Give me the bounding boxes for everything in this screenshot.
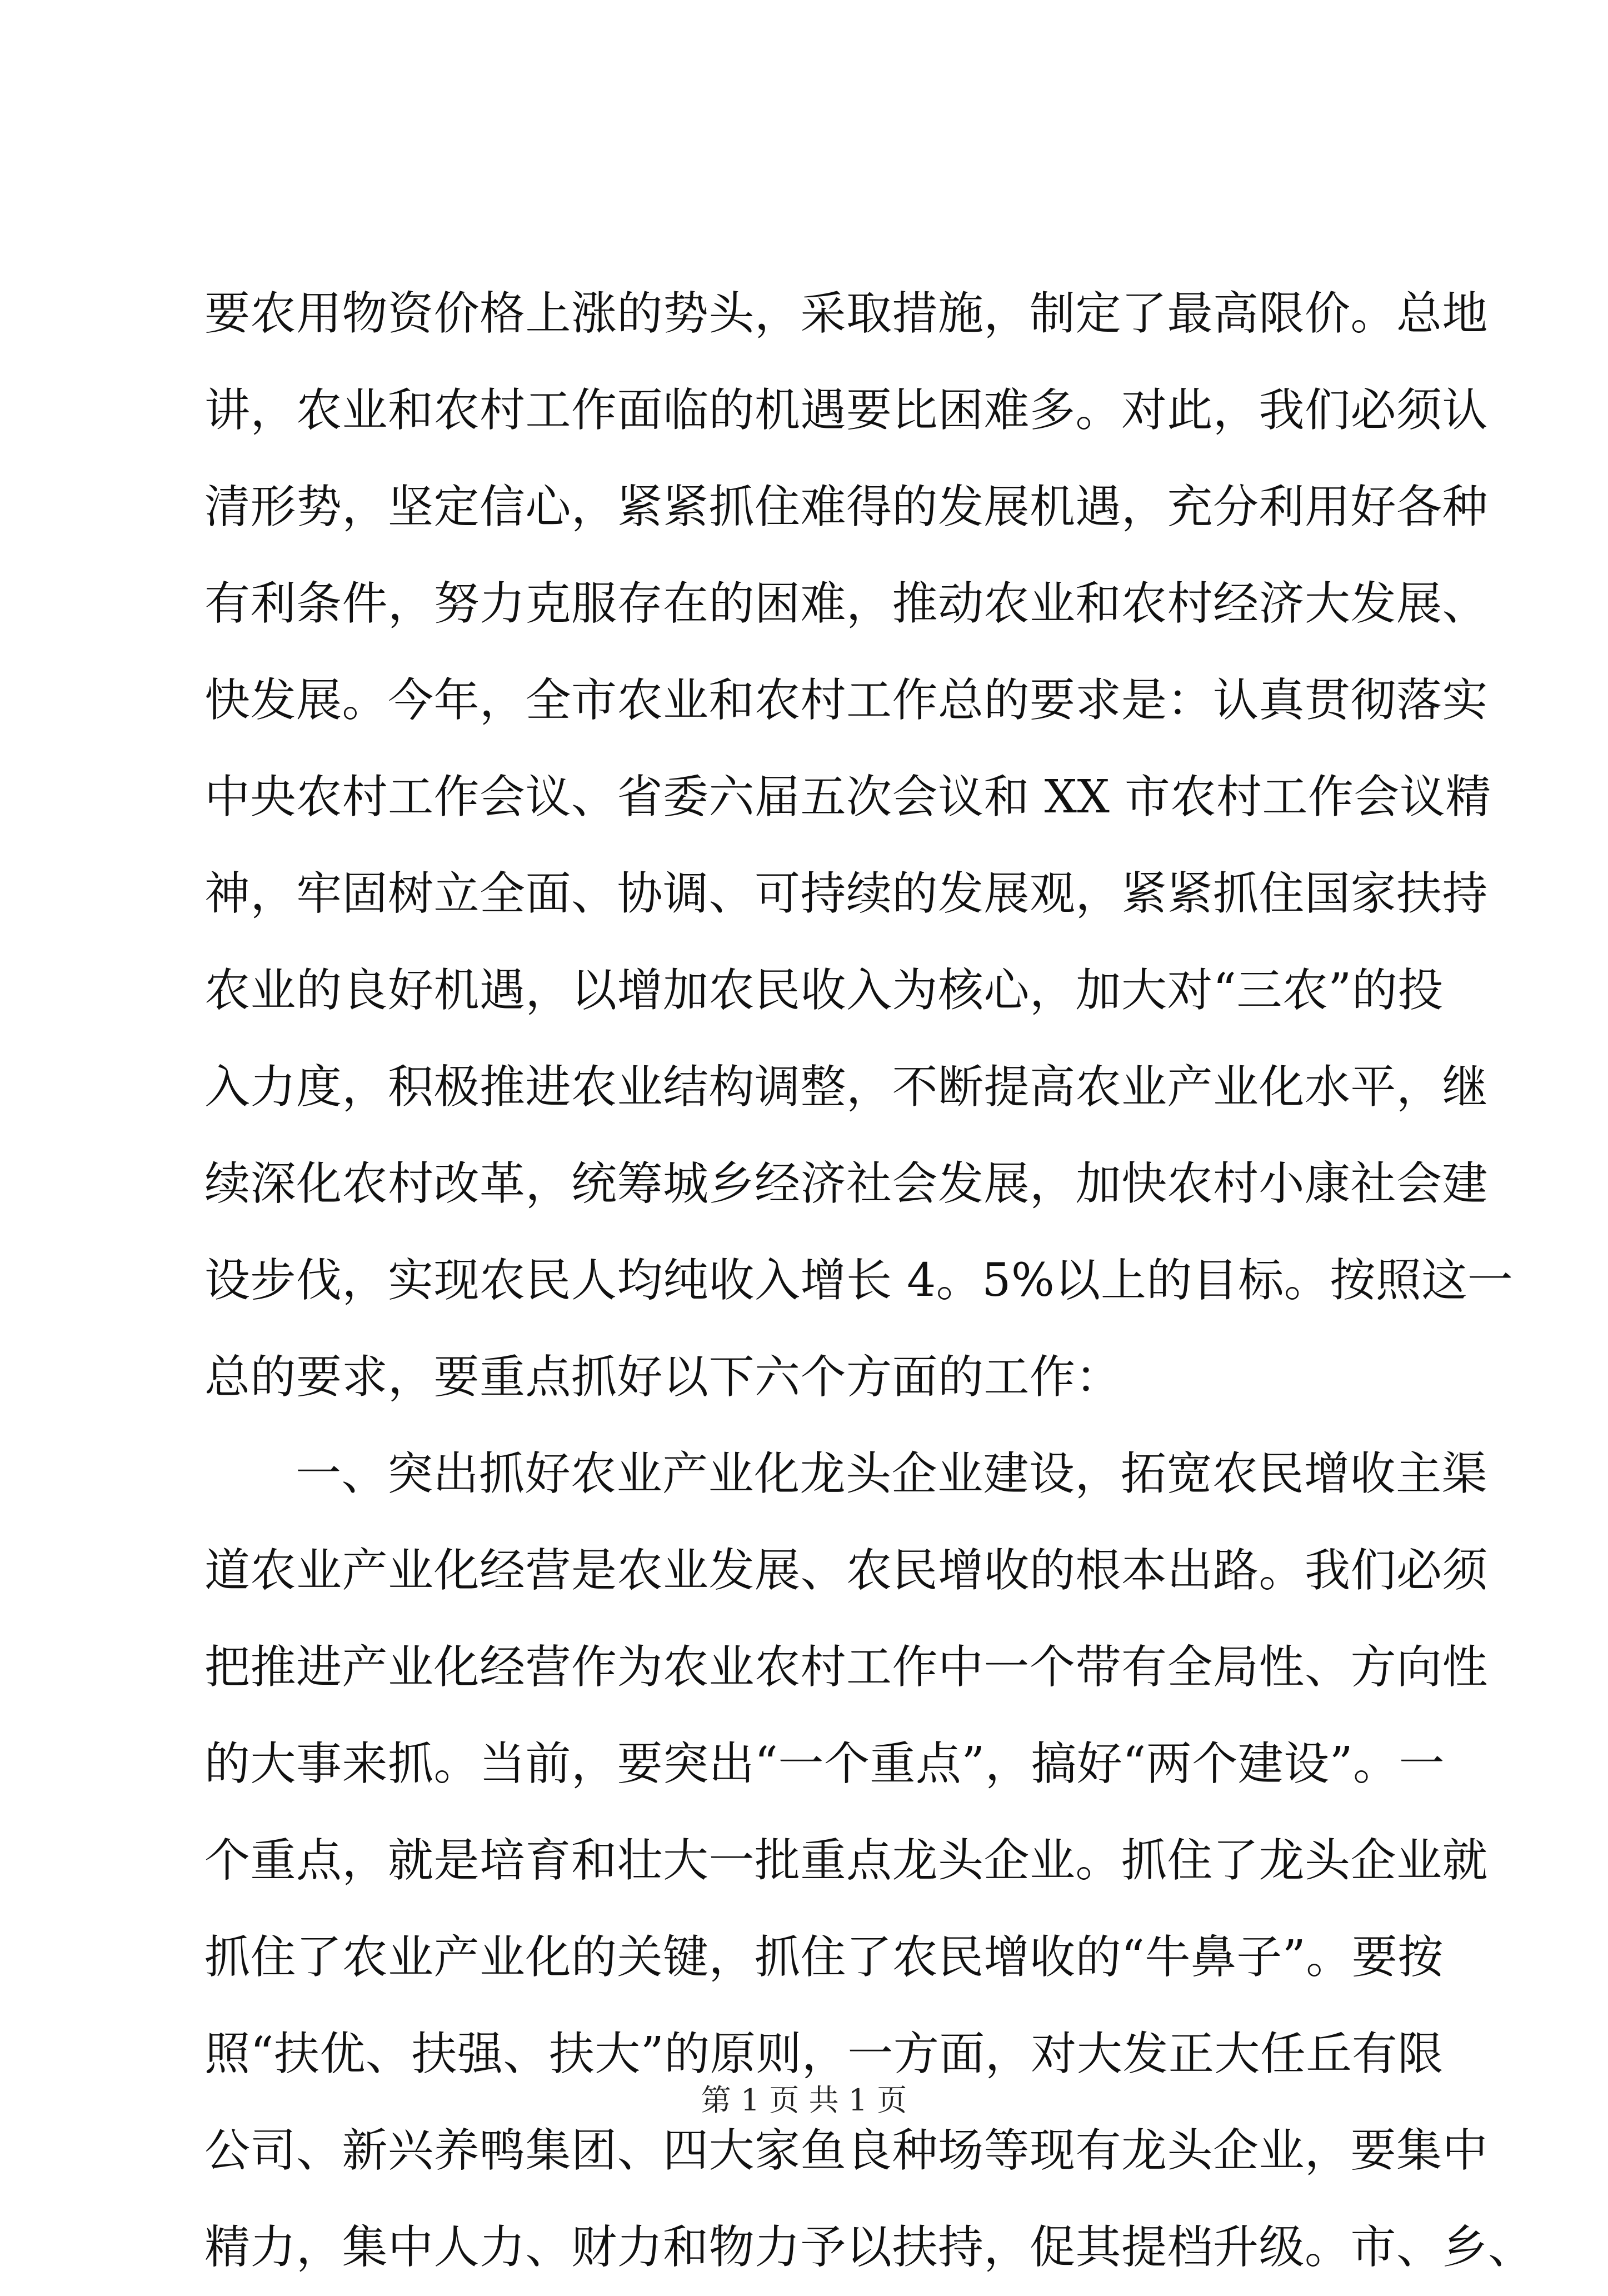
text-line: 总的要求，要重点抓好以下六个方面的工作：: [204, 1351, 1122, 1404]
text-line: 有利条件，努力克服存在的困难，推动农业和农村经济大发展、: [204, 577, 1489, 630]
text-line: 讲，农业和农村工作面临的机遇要比困难多。对此，我们必须认: [204, 384, 1489, 437]
text-line: 个重点，就是培育和壮大一批重点龙头企业。抓住了龙头企业就: [204, 1834, 1489, 1887]
document-body: [204, 266, 1534, 2296]
text-line: 的大事来抓。当前，要突出“一个重点”，搞好“两个建设”。一: [204, 1738, 1445, 1790]
text-line: 精力，集中人力、财力和物力予以扶持，促其提档升级。市、乡、: [204, 2221, 1534, 2274]
text-line: 神，牢固树立全面、协调、可持续的发展观，紧紧抓住国家扶持: [204, 867, 1489, 920]
text-line: 续深化农村改革，统筹城乡经济社会发展，加快农村小康社会建: [204, 1157, 1489, 1210]
text-line: 清形势，坚定信心，紧紧抓住难得的发展机遇，充分利用好各种: [204, 481, 1489, 533]
text-line: 快发展。今年，全市农业和农村工作总的要求是：认真贯彻落实: [204, 674, 1489, 727]
text-line: 设步伐，实现农民人均纯收入增长 4。5%以上的目标。按照这一: [204, 1254, 1514, 1307]
text-line: 抓住了农业产业化的关键，抓住了农民增收的“牛鼻子”。要按: [204, 1931, 1444, 1984]
page-number: 第 1 页 共 1 页: [701, 2083, 907, 2118]
text-line: 公司、新兴养鸭集团、四大家鱼良种场等现有龙头企业，要集中: [204, 2124, 1489, 2177]
page-footer: [0, 2078, 1608, 2123]
text-line: 中央农村工作会议、省委六届五次会议和 XX 市农村工作会议精: [204, 771, 1491, 823]
text-line: 把推进产业化经营作为农业农村工作中一个带有全局性、方向性: [204, 1641, 1489, 1694]
section-heading-line: 一、突出抓好农业产业化龙头企业建设，拓宽农民增收主渠: [296, 1448, 1488, 1500]
text-line: 要农用物资价格上涨的势头，采取措施，制定了最高限价。总地: [204, 287, 1489, 340]
text-line: 道农业产业化经营是农业发展、农民增收的根本出路。我们必须: [204, 1544, 1489, 1597]
text-line: 农业的良好机遇，以增加农民收入为核心，加大对“三农”的投: [204, 964, 1444, 1017]
text-line: 入力度，积极推进农业结构调整，不断提高农业产业化水平，继: [204, 1061, 1489, 1114]
text-line: 照“扶优、扶强、扶大”的原则，一方面，对大发正大任丘有限: [204, 2028, 1444, 2080]
